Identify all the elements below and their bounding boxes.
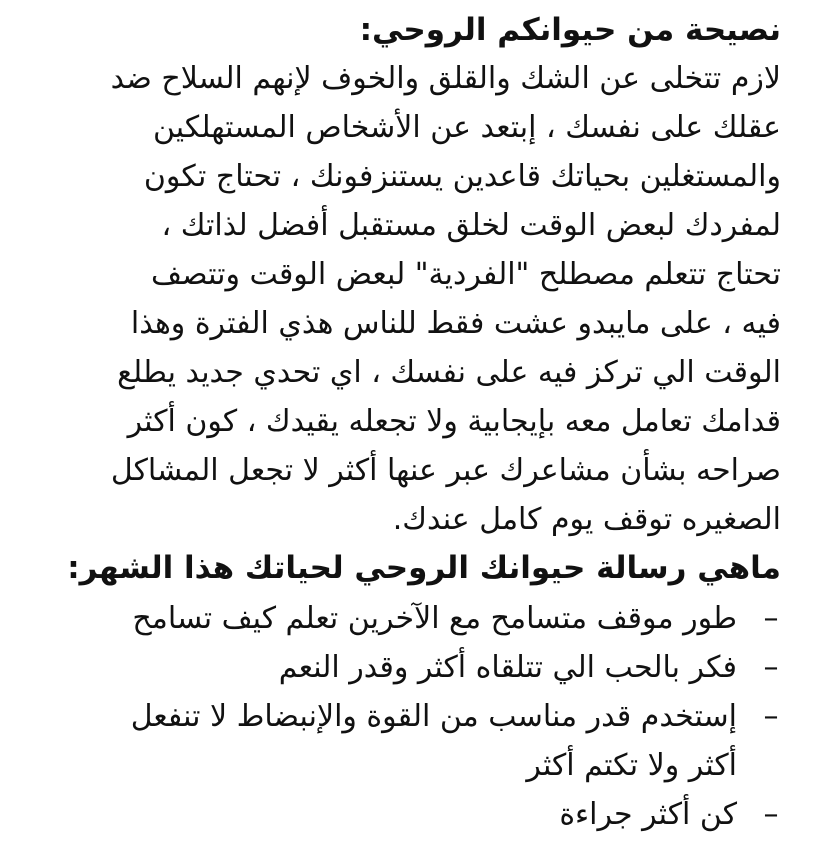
paragraph-line: والمستغلين بحياتك قاعدين يستنزفونك ، تحتاج تكون — [143, 159, 781, 194]
paragraph-line: تحتاج تتعلم مصطلح "الفردية" لبعض الوقت وتتصف — [151, 257, 781, 292]
paragraph-line: الصغيره توقف يوم كامل عندك. — [392, 502, 781, 537]
message-list — [46, 594, 781, 839]
dash-bullet: – — [763, 797, 779, 832]
paragraph-line: لازم تتخلى عن الشك والقلق والخوف لإنهم السلاح ضد — [110, 61, 781, 96]
paragraph-line: فيه ، على مايبدو عشت فقط للناس هذي الفترة وهذا — [130, 306, 781, 341]
paragraph-line: صراحه بشأن مشاعرك عبر عنها أكثر لا تجعل المشاكل — [110, 453, 781, 488]
list-item-line: كن أكثر جراءة — [559, 797, 737, 832]
list-item — [46, 692, 781, 790]
heading-advice: نصيحة من حيوانكم الروحي: — [359, 12, 781, 48]
heading-monthly-message: ماهي رسالة حيوانك الروحي لحياتك هذا الشهر: — [67, 550, 781, 586]
list-item-text — [46, 790, 737, 839]
dash-bullet: – — [763, 650, 779, 685]
paragraph-line: عقلك على نفسك ، إبتعد عن الأشخاص المستهلكين — [152, 110, 781, 145]
list-item-line: أكثر ولا تكتم أكثر — [526, 748, 737, 783]
list-item-line: إستخدم قدر مناسب من القوة والإنبضاط لا تنفعل — [130, 699, 737, 734]
list-item-text — [46, 692, 737, 790]
list-item — [46, 790, 781, 839]
list-item-text — [46, 643, 737, 692]
list-item — [46, 594, 781, 643]
dash-bullet: – — [763, 699, 779, 734]
list-item-line: فكر بالحب الي تتلقاه أكثر وقدر النعم — [278, 650, 737, 685]
dash-bullet: – — [763, 601, 779, 636]
list-item — [46, 643, 781, 692]
paragraph-line: قدامك تعامل معه بإيجابية ولا تجعله يقيدك ، كون أكثر — [127, 404, 781, 439]
list-item-line: طور موقف متسامح مع الآخرين تعلم كيف تسامح — [132, 601, 737, 636]
list-item-text — [46, 594, 737, 643]
paragraph-line: لمفردك لبعض الوقت لخلق مستقبل أفضل لذاتك ، — [161, 208, 781, 243]
paragraph-line: الوقت الي تركز فيه على نفسك ، اي تحدي جديد يطلع — [117, 355, 781, 390]
advice-paragraph — [46, 54, 781, 544]
